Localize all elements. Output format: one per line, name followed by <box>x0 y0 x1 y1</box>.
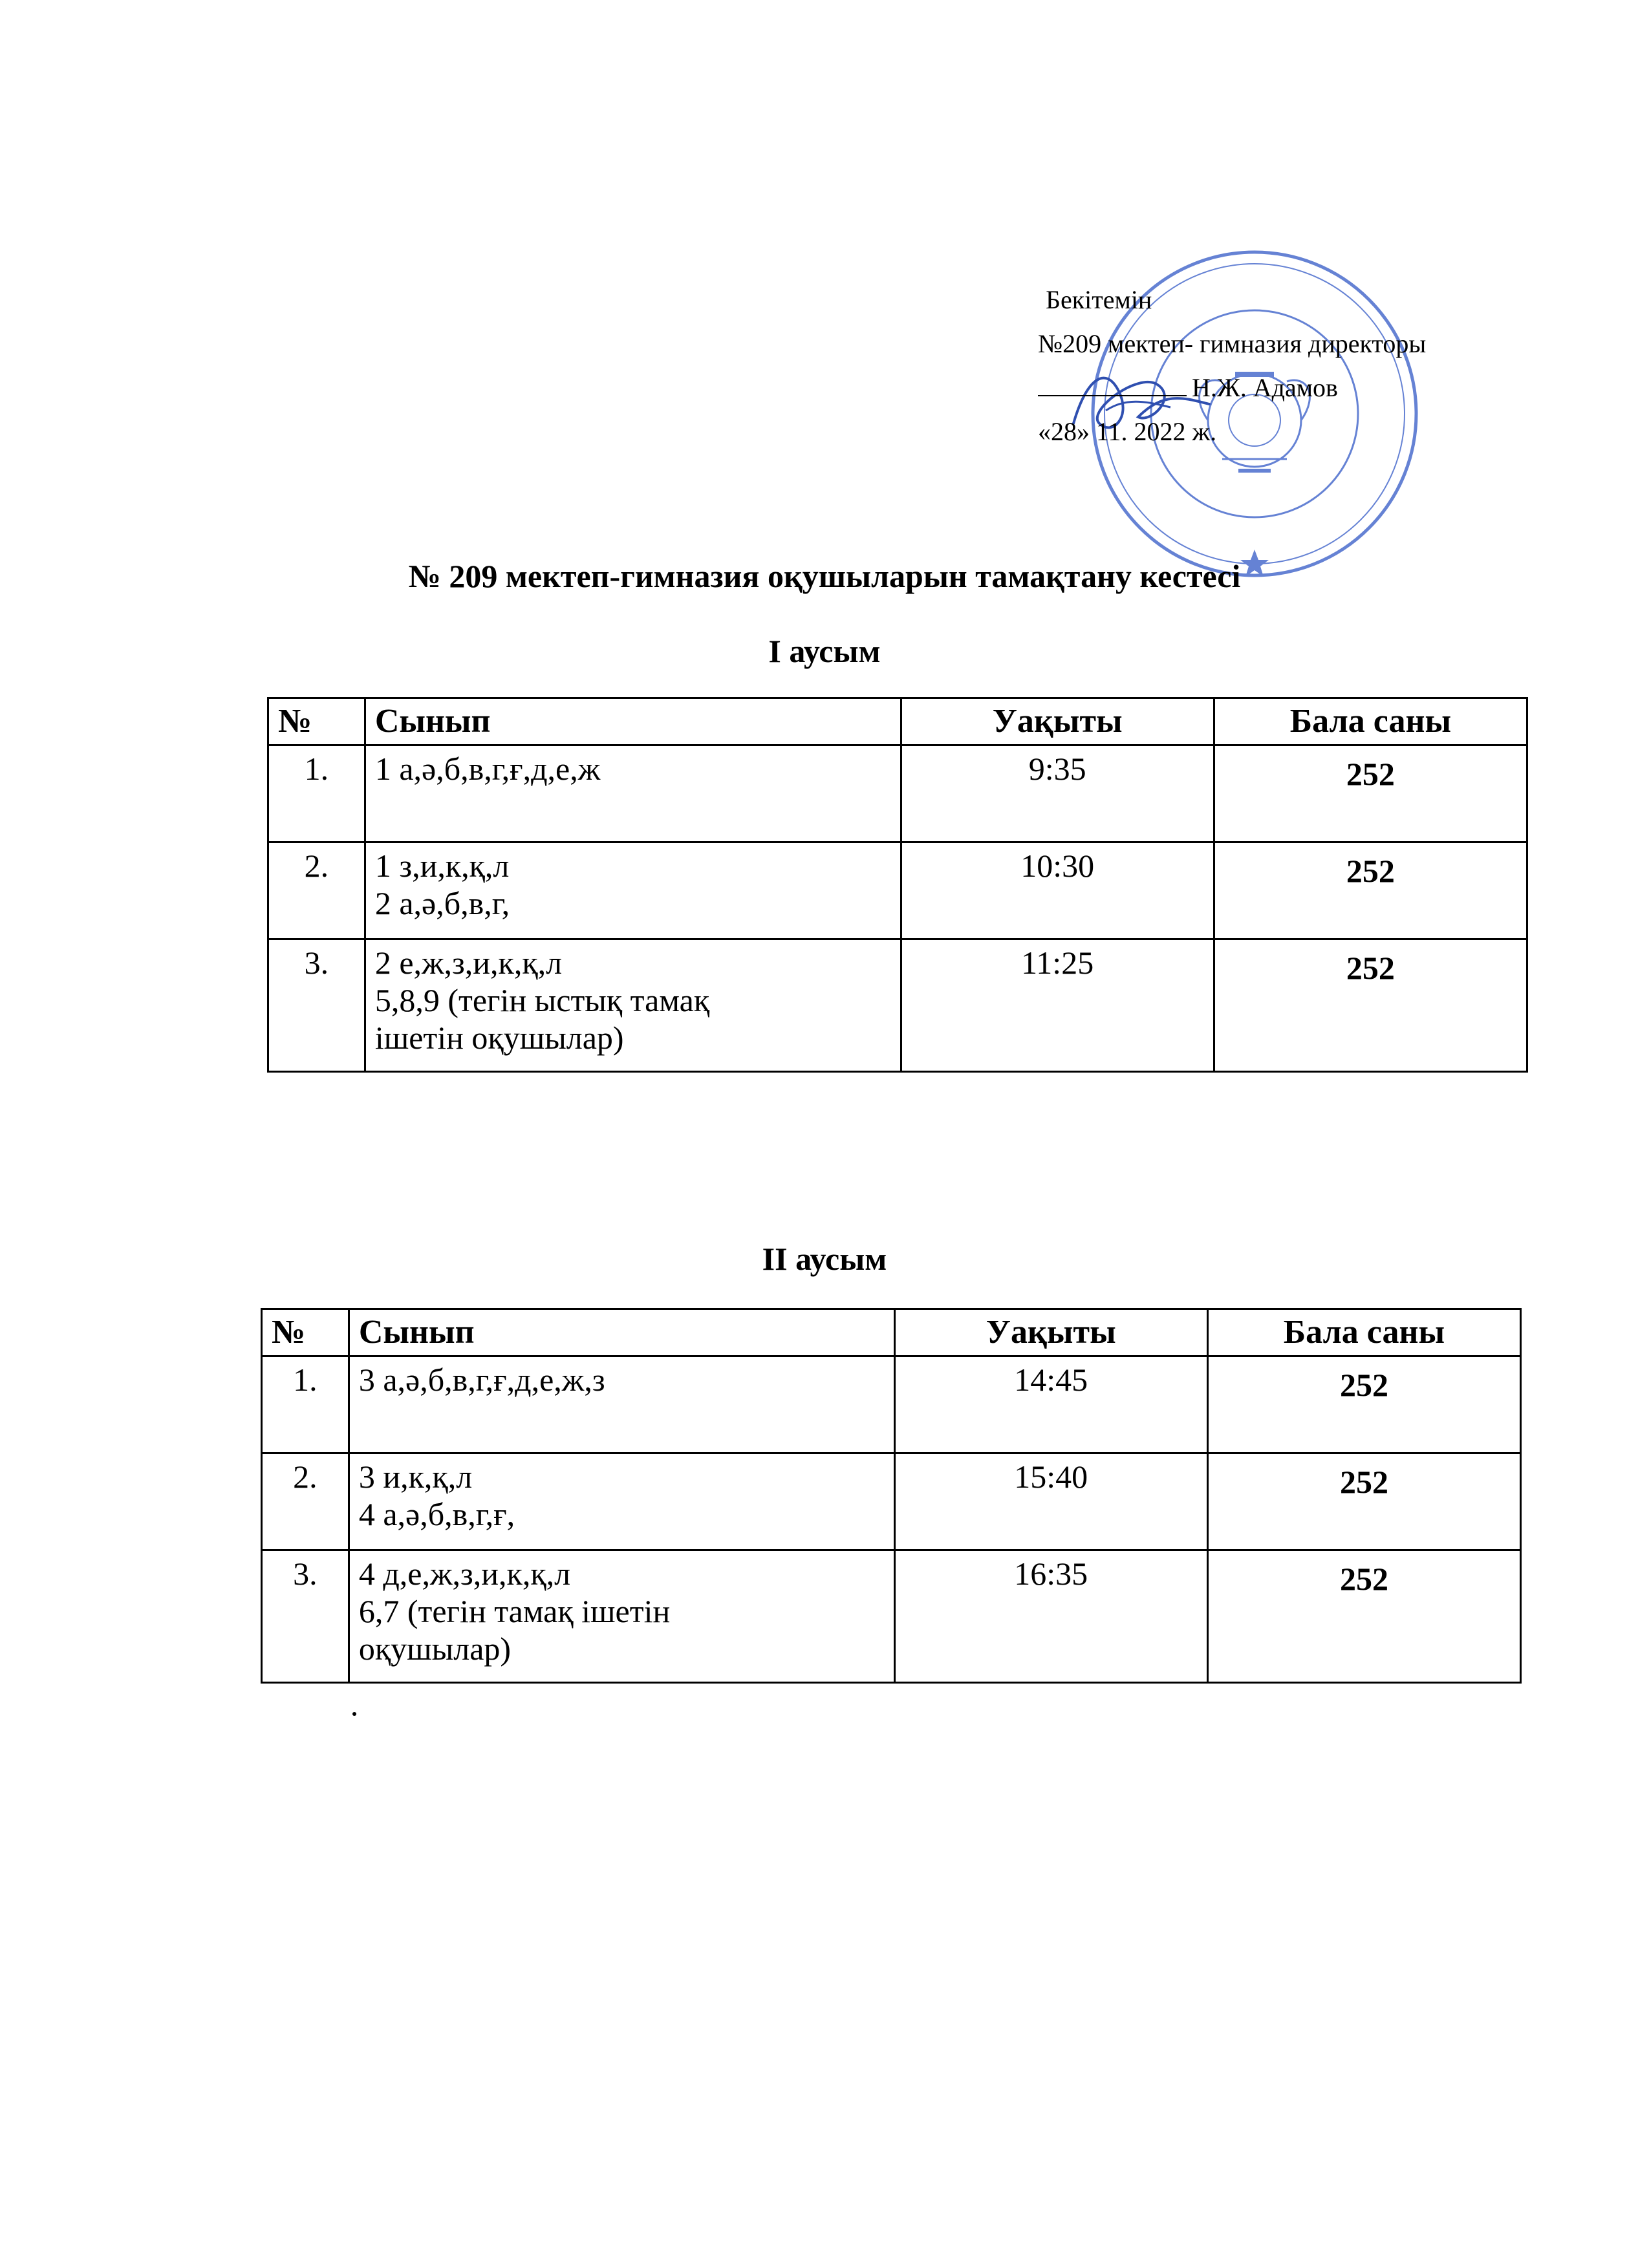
row-count: 252 <box>1214 939 1527 1072</box>
class-line: 4 а,ә,б,в,г,ғ, <box>358 1496 515 1532</box>
approval-block <box>1038 278 1568 454</box>
header-num: № <box>262 1309 349 1356</box>
row-class <box>365 939 901 1072</box>
table-header-row <box>262 1309 1521 1356</box>
row-count: 252 <box>1207 1550 1520 1683</box>
row-time: 10:30 <box>901 842 1214 939</box>
class-line: 6,7 (тегін тамақ ішетін <box>358 1593 671 1629</box>
header-class: Сынып <box>365 698 901 745</box>
class-line: ішетін оқушылар) <box>374 1020 624 1056</box>
row-num: 3. <box>268 939 365 1072</box>
row-num: 3. <box>262 1550 349 1683</box>
table-row <box>262 1550 1521 1683</box>
document-title: № 209 мектеп-гимназия оқушыларын тамақтану кестесі <box>408 558 1241 594</box>
row-class <box>365 745 901 842</box>
header-class: Сынып <box>349 1309 894 1356</box>
class-line: 3 и,к,қ,л <box>358 1459 473 1495</box>
approval-signer <box>1038 366 1568 410</box>
row-num: 2. <box>262 1453 349 1550</box>
row-class <box>349 1356 894 1453</box>
shift-1-table <box>267 697 1528 1073</box>
row-time: 14:45 <box>894 1356 1207 1453</box>
row-class <box>349 1550 894 1683</box>
row-count: 252 <box>1207 1453 1520 1550</box>
shift-2-table <box>261 1308 1522 1684</box>
class-line: 1 а,ә,б,в,г,ғ,д,е,ж <box>374 751 601 787</box>
row-class <box>365 842 901 939</box>
row-time: 15:40 <box>894 1453 1207 1550</box>
table-row <box>268 745 1527 842</box>
row-time: 11:25 <box>901 939 1214 1072</box>
row-num: 1. <box>262 1356 349 1453</box>
shift-2-title: II аусым <box>762 1241 887 1277</box>
approval-line-2: №209 мектеп- гимназия директоры <box>1038 329 1427 358</box>
header-count: Бала саны <box>1207 1309 1520 1356</box>
class-line: 2 е,ж,з,и,к,қ,л <box>374 945 563 981</box>
shift-1-title: I аусым <box>768 633 881 669</box>
class-line: 3 а,ә,б,в,г,ғ,д,е,ж,з <box>358 1362 605 1398</box>
table-row <box>268 842 1527 939</box>
row-count: 252 <box>1214 745 1527 842</box>
class-line: 2 а,ә,б,в,г, <box>374 885 510 921</box>
table-row <box>262 1453 1521 1550</box>
class-line: оқушылар) <box>358 1631 512 1667</box>
class-line: 5,8,9 (тегін ыстық тамақ <box>374 982 710 1018</box>
header-num: № <box>268 698 365 745</box>
signature-line <box>1038 369 1187 396</box>
class-line: 1 з,и,к,қ,л <box>374 848 510 884</box>
approval-date: «28» 11. 2022 ж. <box>1038 417 1217 446</box>
row-num: 2. <box>268 842 365 939</box>
header-time: Уақыты <box>894 1309 1207 1356</box>
table-row <box>268 939 1527 1072</box>
approval-line-1: Бекітемін <box>1046 285 1152 314</box>
table-header-row <box>268 698 1527 745</box>
table-row <box>262 1356 1521 1453</box>
row-num: 1. <box>268 745 365 842</box>
row-class <box>349 1453 894 1550</box>
stray-dot <box>352 1712 356 1716</box>
row-time: 9:35 <box>901 745 1214 842</box>
row-count: 252 <box>1207 1356 1520 1453</box>
row-count: 252 <box>1214 842 1527 939</box>
header-time: Уақыты <box>901 698 1214 745</box>
class-line: 4 д,е,ж,з,и,к,қ,л <box>358 1556 571 1592</box>
header-count: Бала саны <box>1214 698 1527 745</box>
approval-signer-name: Н.Ж. Адамов <box>1192 373 1338 402</box>
row-time: 16:35 <box>894 1550 1207 1683</box>
